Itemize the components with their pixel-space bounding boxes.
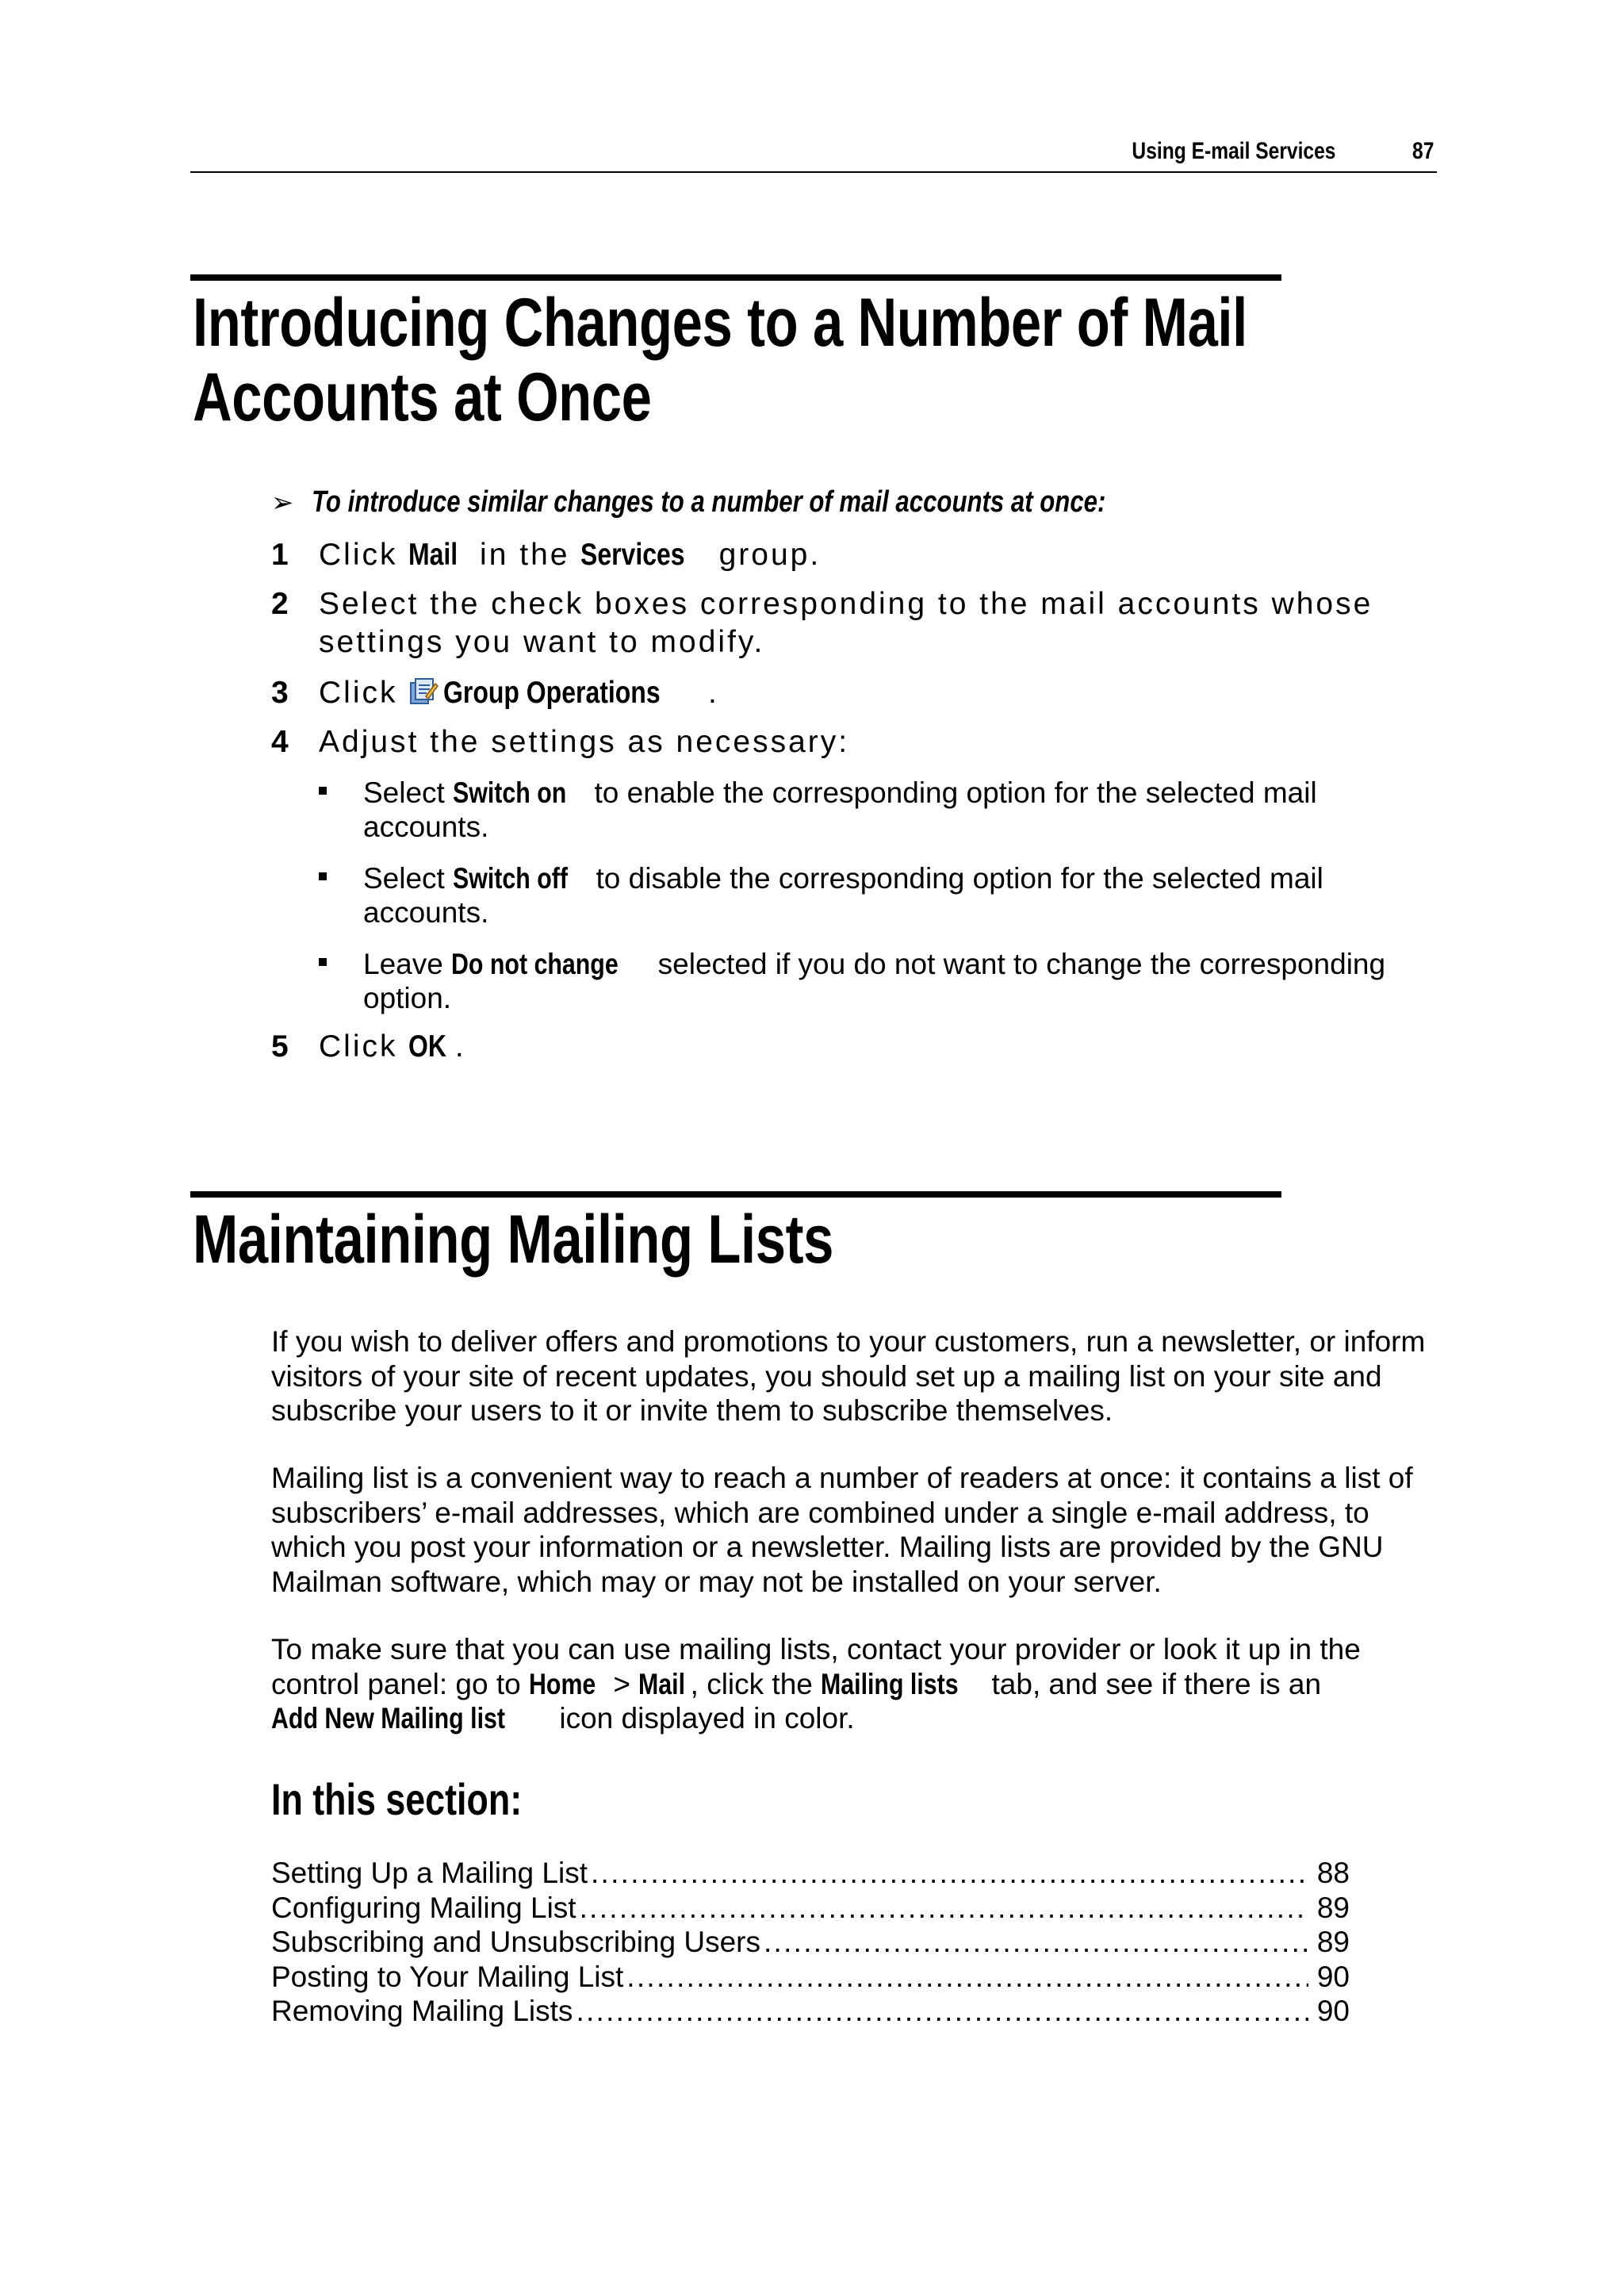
bullet-item	[319, 776, 1429, 844]
toc-entry[interactable]	[271, 1856, 1350, 1891]
step-text: Click	[319, 538, 409, 572]
step-text: settings you want to modify.	[319, 625, 765, 659]
toc-entry[interactable]	[271, 1891, 1350, 1926]
step-number: 4	[271, 725, 289, 759]
section-title-line: Accounts at Once	[193, 359, 652, 435]
bullet-text-part: Select	[363, 776, 454, 809]
ui-term: Do not change	[451, 948, 619, 980]
bullet-text-part: to enable the corresponding option for the selected mail accounts.	[363, 776, 1317, 843]
arrow-bullet-icon: ➢	[271, 488, 294, 518]
ui-term: Add New Mailing list	[271, 1702, 505, 1734]
step-text: group.	[707, 538, 822, 572]
step-number: 5	[271, 1029, 289, 1064]
toc-entry-page: 90	[1316, 1995, 1350, 2027]
paragraph	[271, 1632, 1445, 1736]
toc-leader	[591, 1856, 1308, 1891]
step-1	[271, 536, 821, 574]
ui-term: Mailing lists	[821, 1667, 959, 1700]
bullet-text	[363, 861, 1429, 930]
paragraph: Mailing list is a convenient way to reach a number of readers at once: it contains a list of subscribers’ e-mail addresses, which are combined under a single e-mail address, to which you post your information or a newsletter. Mailing lists are provided by the GNU Mailman software, which may or may not be installed on your server.	[271, 1462, 1413, 1598]
paragraph-text: icon displayed in color.	[551, 1702, 855, 1734]
step-2	[271, 585, 1373, 661]
step-number: 3	[271, 676, 289, 710]
step-text: Click	[319, 1029, 409, 1064]
section-title: Maintaining Mailing Lists	[193, 1202, 833, 1278]
bullet-text	[363, 947, 1429, 1015]
toc-entry-title: Configuring Mailing List	[271, 1891, 576, 1924]
step-text: .	[454, 1029, 466, 1064]
step-4	[271, 723, 849, 761]
step-5	[271, 1028, 466, 1066]
toc-entry-title: Removing Mailing Lists	[271, 1995, 573, 2027]
ui-term: Services	[580, 538, 685, 572]
toc-entry[interactable]	[271, 1960, 1350, 1995]
square-bullet-icon	[319, 787, 327, 795]
square-bullet-icon	[319, 872, 327, 880]
section-title-line: Introducing Changes to a Number of Mail	[193, 285, 1247, 361]
section-rule	[190, 1191, 1281, 1198]
table-of-contents	[271, 1856, 1350, 2029]
toc-entry-title: Posting to Your Mailing List	[271, 1960, 624, 1993]
step-3	[271, 674, 719, 712]
toc-leader	[626, 1960, 1308, 1995]
step-text: Select the check boxes corresponding to the mail accounts whose	[319, 587, 1373, 621]
step-text: Adjust the settings as necessary:	[319, 725, 850, 759]
procedure-title: ➢ To introduce similar changes to a number of mail accounts at once:	[271, 485, 1105, 519]
bullet-text-part: selected if you do not want to change the corresponding option.	[363, 948, 1386, 1014]
paragraph-text: To make sure that you can use mailing lists, contact your provider or look it up in the control panel: go to	[271, 1633, 1361, 1700]
ui-term: Group Operations	[443, 676, 661, 710]
paragraph-text: tab, and see if there is an	[983, 1667, 1322, 1700]
toc-entry-page: 89	[1316, 1926, 1350, 1958]
ui-term: Mail	[638, 1667, 686, 1700]
section-rule	[190, 274, 1281, 281]
paragraph-text: >	[605, 1667, 639, 1700]
page-number: 87	[1411, 138, 1434, 164]
toc-leader	[580, 1891, 1308, 1926]
ui-term: Home	[529, 1667, 596, 1700]
bullet-item	[319, 947, 1429, 1015]
toc-entry-page: 89	[1316, 1891, 1350, 1924]
section-title	[193, 286, 1525, 435]
step-text: Click	[319, 676, 409, 710]
toc-entry[interactable]	[271, 1994, 1350, 2029]
ui-term: OK	[408, 1029, 447, 1064]
toc-leader	[764, 1925, 1308, 1960]
in-this-section-heading: In this section:	[271, 1774, 523, 1824]
step-number: 1	[271, 538, 289, 572]
running-header-section: Using E-mail Services	[1131, 138, 1335, 164]
group-operations-icon	[408, 676, 439, 706]
toc-entry[interactable]	[271, 1925, 1350, 1960]
ui-term: Switch on	[453, 776, 567, 809]
step-number: 2	[271, 587, 289, 621]
step-text: in the	[469, 538, 581, 572]
running-header	[190, 133, 1437, 173]
square-bullet-icon	[319, 958, 327, 966]
toc-entry-page: 88	[1316, 1857, 1350, 1889]
paragraph-text: , click the	[690, 1667, 822, 1700]
bullet-text-part: Select	[363, 862, 454, 895]
bullet-text	[363, 776, 1429, 844]
bullet-text-part: Leave	[363, 948, 452, 980]
paragraph: If you wish to deliver offers and promotions to your customers, run a newsletter, or inform visitors of your site of recent updates, you should set up a mailing list on your site and subscribe your users to it or invite them to subscribe themselves.	[271, 1325, 1426, 1427]
step-text: .	[708, 676, 719, 710]
bullet-text-part: to disable the corresponding option for the selected mail accounts.	[363, 862, 1323, 929]
toc-leader	[576, 1994, 1308, 2029]
toc-entry-title: Subscribing and Unsubscribing Users	[271, 1926, 760, 1958]
toc-entry-title: Setting Up a Mailing List	[271, 1857, 588, 1889]
toc-entry-page: 90	[1316, 1960, 1350, 1993]
ui-term: Mail	[408, 538, 458, 572]
ui-term: Switch off	[453, 862, 569, 895]
bullet-item	[319, 861, 1429, 930]
